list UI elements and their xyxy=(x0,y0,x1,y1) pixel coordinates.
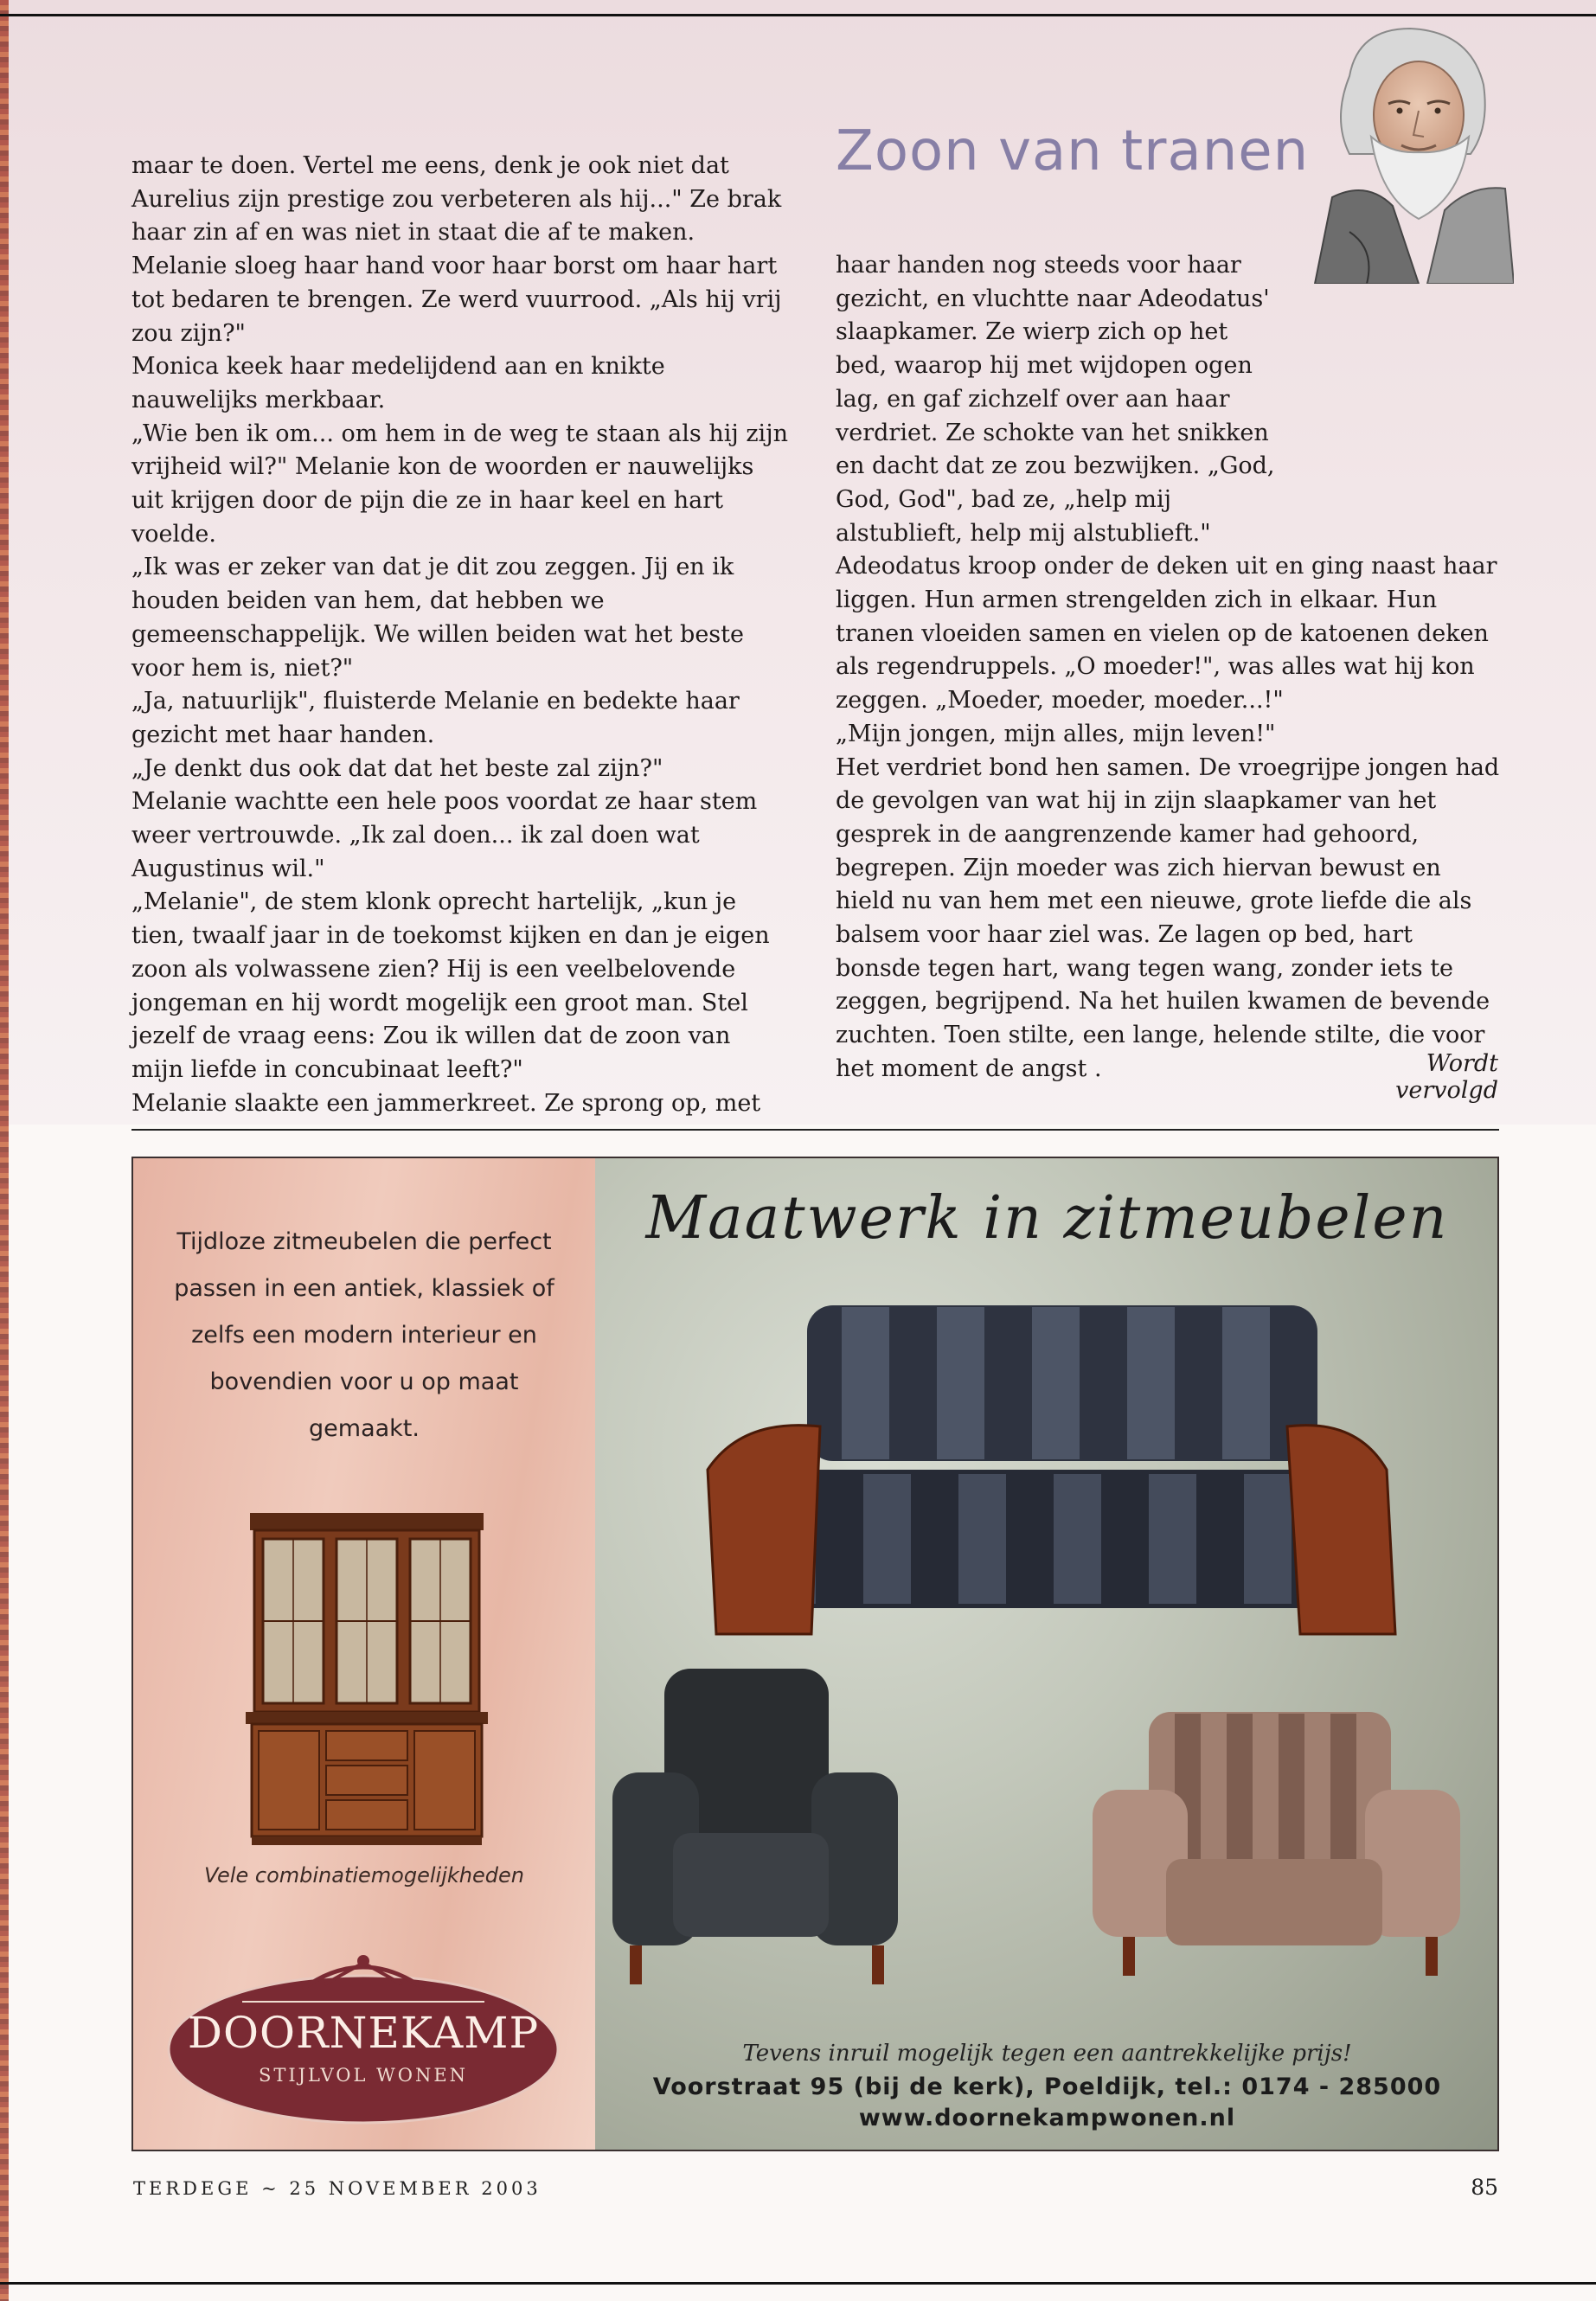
paragraph: „Je denkt dus ook dat dat het beste zal zijn?" xyxy=(131,754,663,782)
article-title: Zoon van tranen xyxy=(836,119,1310,183)
page-edge-strip xyxy=(0,0,9,2301)
paragraph: Melanie wachtte een hele poos voordat ze haar stem weer vertrouwde. „Ik zal doen... ik zal doen wat Augustinus wil." xyxy=(131,788,758,882)
ad-headline: Maatwerk in zitmeubelen xyxy=(645,1184,1449,1253)
striped-armchair xyxy=(1093,1712,1460,1976)
publication-footer: TERDEGE ~ 25 NOVEMBER 2003 xyxy=(133,2178,542,2199)
paragraph: „Wie ben ik om... om hem in de weg te staan als hij zijn vrijheid wil?" Melanie kon de woorden er nauwelijks uit krijgen door de pijn die ze in haar keel en hart voelde. xyxy=(131,420,788,548)
sofa xyxy=(708,1305,1395,1634)
ad-left-panel xyxy=(133,1158,595,2150)
ad-right-panel xyxy=(595,1158,1499,2150)
page-number: 85 xyxy=(1471,2175,1498,2200)
ad-website-link[interactable]: www.doornekampwonen.nl xyxy=(858,2105,1236,2131)
article-column-left xyxy=(131,150,789,1120)
ad-offer: Tevens inruil mogelijk tegen een aantrekkelijke prijs! xyxy=(742,2041,1352,2067)
cabinet-image xyxy=(241,1504,492,1850)
paragraph: Adeodatus kroop onder de deken uit en ging naast haar liggen. Hun armen strengelden zich in elkaar. Hun tranen vloeiden samen en vielen op de katoenen deken als regendruppels. „O moeder!", was alles wat hij kon zeggen. „Moeder, moeder, moeder...!" xyxy=(836,553,1497,715)
leather-armchair xyxy=(612,1669,898,1984)
paragraph: „Mijn jongen, mijn alles, mijn leven!" xyxy=(836,720,1276,747)
paragraph: „Melanie", de stem klonk oprecht hartelijk, „kun je tien, twaalf jaar in de toekomst kijken en dan je eigen zoon als volwassene zien? Hij is een veelbelovende jongeman en hij wordt mogelijk een groot man. Stel jezelf de vraag eens: Zou ik willen dat de zoon van mijn liefde in concubinaat leeft?" xyxy=(131,888,770,1083)
paragraph: maar te doen. Vertel me eens, denk je ook niet dat Aurelius zijn prestige zou verbeteren als hij..." Ze brak haar zin af en was niet in staat die af te maken. xyxy=(131,152,782,247)
section-divider xyxy=(131,1129,1499,1131)
paragraph: Het verdriet bond hen samen. De vroegrijpe jongen had de gevolgen van wat hij in zijn slaapkamer van het gesprek in de aangrenzende kamer had gehoord, begrepen. Zijn moeder was zich hiervan bewust en hield nu van hem met een nieuwe, grote liefde die als balsem voor haar ziel was. Ze lagen op bed, hart bonsde tegen hart, wang tegen wang, zonder iets te zeggen, begrijpend. Na het huilen kwamen de bevende zuchten. Toen stilte, een lange, helende stilte, die voor het moment de angst . xyxy=(836,753,1500,1082)
paragraph: „Ja, natuurlijk", fluisterde Melanie en bedekte haar gezicht met haar handen. xyxy=(131,688,740,748)
doornekamp-logo xyxy=(164,1937,562,2127)
paragraph: haar handen nog steeds voor haar gezicht, en vluchtte naar Adeodatus' slaapkamer. Ze wierp zich op het bed, waarop hij met wijdopen ogen lag, en gaf zichzelf over aan haar verdriet. Ze schokte van het snikken en dacht dat ze zou bezwijken. „God, God, God", bad ze, „help mij alstublieft, help mij alstublieft." xyxy=(836,252,1275,547)
logo-tagline: STIJLVOL WONEN xyxy=(258,2065,469,2086)
top-rule xyxy=(0,14,1596,16)
ad-address: Voorstraat 95 (bij de kerk), Poeldijk, tel.: 0174 - 285000 xyxy=(652,2073,1442,2100)
logo-name: DOORNEKAMP xyxy=(187,2008,540,2058)
paragraph: „Ik was er zeker van dat je dit zou zeggen. Jij en ik houden beiden van hem, dat hebben we gemeenschappelijk. We willen beiden wat het beste voor hem is, niet?" xyxy=(131,554,744,682)
bottom-rule xyxy=(0,2282,1596,2285)
ad-intro-text: Tijdloze zitmeubelen die perfect passen in een antiek, klassiek of zelfs een modern interieur en bovendien voor u op maat gemaakt. xyxy=(174,1228,554,1442)
ad-caption: Vele combinatiemogelijkheden xyxy=(204,1863,524,1888)
paragraph: Melanie sloeg haar hand voor haar borst om haar hart tot bedaren te brengen. Ze werd vuurrood. „Als hij vrij zou zijn?" xyxy=(131,253,782,347)
article-column-right xyxy=(836,249,1502,1086)
furniture-image xyxy=(595,1288,1499,2023)
paragraph: Melanie slaakte een jammerkreet. Ze sprong op, met xyxy=(131,1089,761,1117)
portrait-illustration xyxy=(1298,24,1514,284)
continued-note: Wordt vervolgd xyxy=(1395,1050,1498,1104)
advertisement xyxy=(131,1157,1499,2151)
paragraph: Monica keek haar medelijdend aan en knikte nauwelijks merkbaar. xyxy=(131,353,665,413)
